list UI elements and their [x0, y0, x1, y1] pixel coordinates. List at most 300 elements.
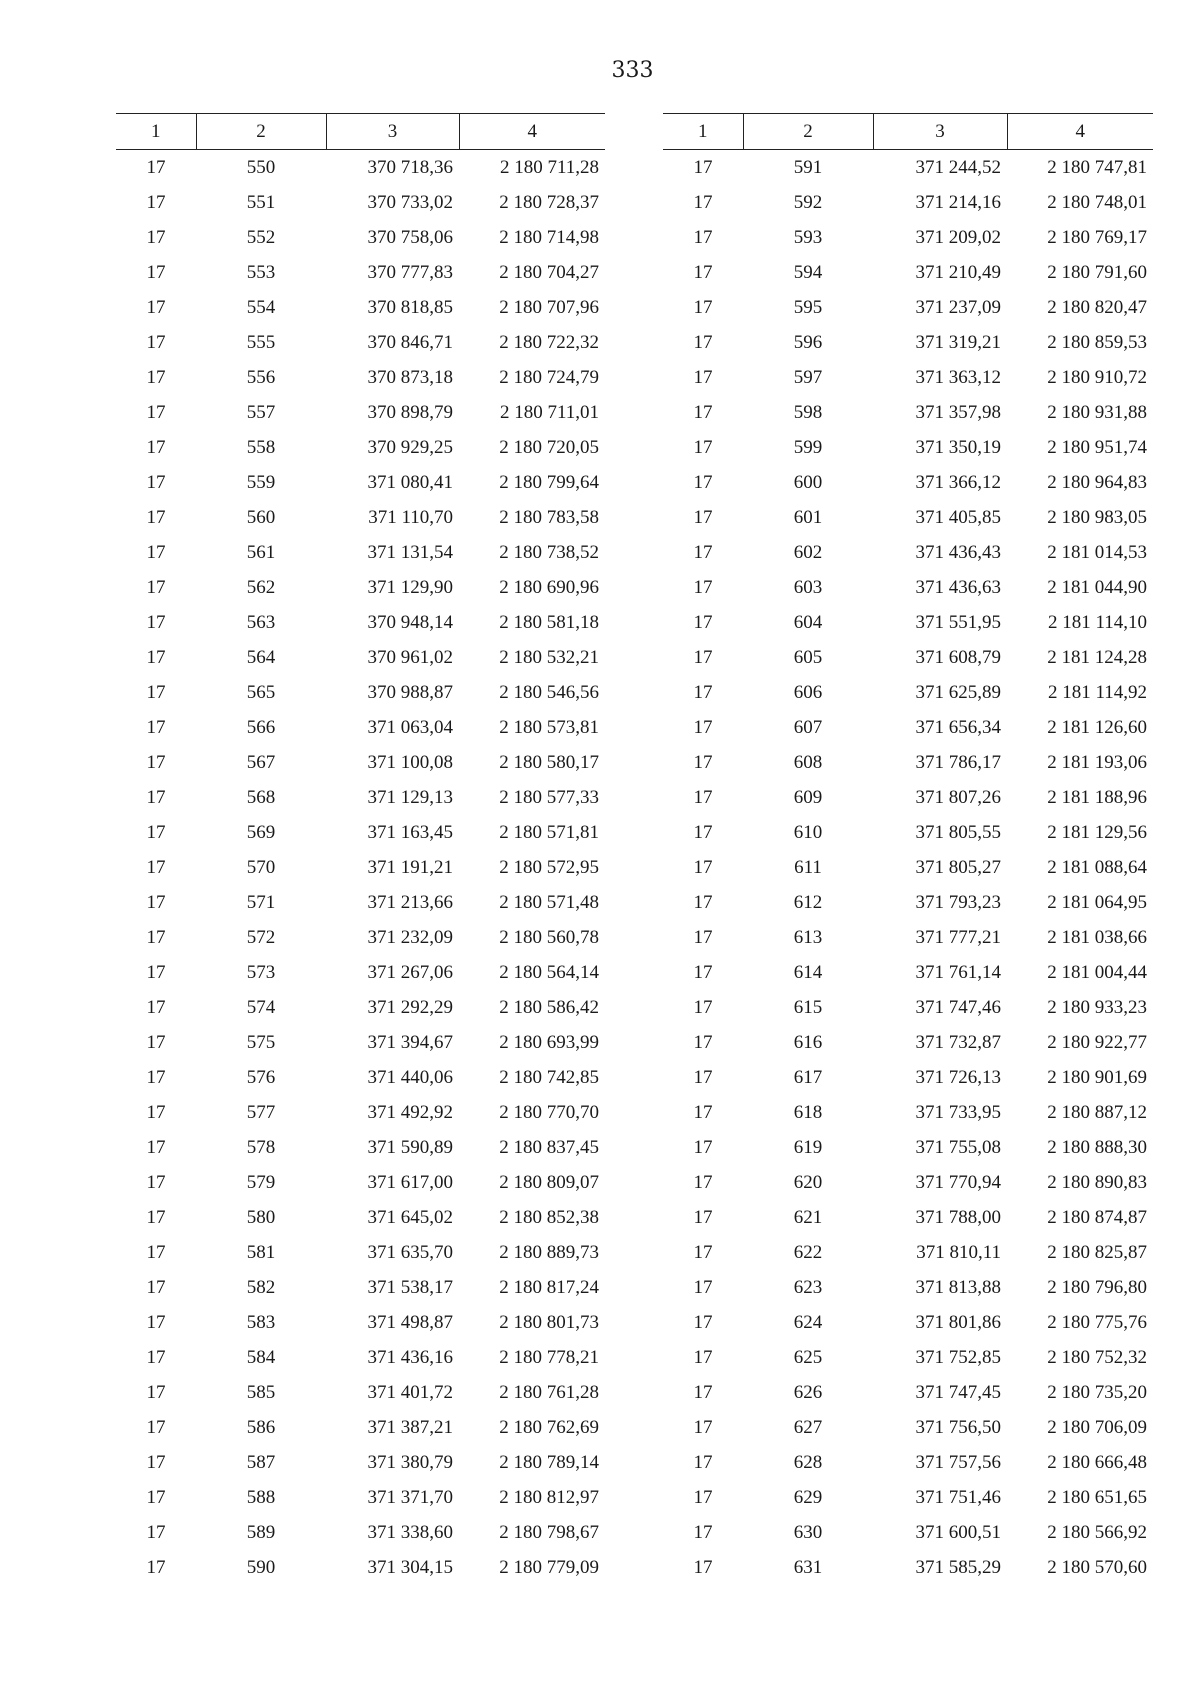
cell-district: 17: [693, 156, 713, 178]
cell-district: 17: [693, 821, 713, 843]
cell-x-coordinate: 371 756,50: [915, 1416, 1001, 1438]
table-row: [663, 885, 1153, 920]
cell-point-number: 580: [246, 1206, 276, 1228]
cell-y-coordinate: 2 180 799,64: [499, 471, 599, 493]
cell-x-coordinate: 371 387,21: [367, 1416, 453, 1438]
cell-district: 17: [146, 1136, 166, 1158]
cell-point-number: 625: [793, 1346, 823, 1368]
cell-x-coordinate: 371 131,54: [367, 541, 453, 563]
cell-district: 17: [146, 1486, 166, 1508]
cell-x-coordinate: 371 371,70: [367, 1486, 453, 1508]
table-row: [116, 745, 605, 780]
cell-x-coordinate: 371 210,49: [915, 261, 1001, 283]
cell-point-number: 619: [793, 1136, 823, 1158]
table-row: [116, 1270, 605, 1305]
cell-y-coordinate: 2 180 573,81: [499, 716, 599, 738]
column-header-4: 4: [1007, 114, 1153, 150]
cell-point-number: 571: [246, 891, 276, 913]
table-row: [116, 850, 605, 885]
column-header-4: 4: [459, 114, 605, 150]
cell-x-coordinate: 371 440,06: [367, 1066, 453, 1088]
column-header-2: 2: [743, 114, 873, 150]
table-row: [116, 255, 605, 290]
cell-point-number: 573: [246, 961, 276, 983]
table-row: [116, 1375, 605, 1410]
cell-y-coordinate: 2 180 546,56: [499, 681, 599, 703]
table-row: [116, 1305, 605, 1340]
cell-point-number: 577: [246, 1101, 276, 1123]
cell-x-coordinate: 371 063,04: [367, 716, 453, 738]
cell-x-coordinate: 370 718,36: [367, 156, 453, 178]
cell-x-coordinate: 371 492,92: [367, 1101, 453, 1123]
cell-y-coordinate: 2 180 798,67: [499, 1521, 599, 1543]
cell-y-coordinate: 2 180 564,14: [499, 961, 599, 983]
table-row: [663, 1410, 1153, 1445]
cell-point-number: 615: [793, 996, 823, 1018]
cell-district: 17: [146, 751, 166, 773]
cell-x-coordinate: 371 786,17: [915, 751, 1001, 773]
cell-district: 17: [146, 296, 166, 318]
cell-district: 17: [693, 296, 713, 318]
cell-point-number: 628: [793, 1451, 823, 1473]
cell-y-coordinate: 2 180 707,96: [499, 296, 599, 318]
cell-y-coordinate: 2 180 560,78: [499, 926, 599, 948]
cell-x-coordinate: 371 394,67: [367, 1031, 453, 1053]
cell-point-number: 588: [246, 1486, 276, 1508]
cell-x-coordinate: 370 948,14: [367, 611, 453, 633]
cell-point-number: 605: [793, 646, 823, 668]
cell-point-number: 578: [246, 1136, 276, 1158]
cell-x-coordinate: 371 747,45: [915, 1381, 1001, 1403]
cell-point-number: 599: [793, 436, 823, 458]
cell-point-number: 598: [793, 401, 823, 423]
table-row: [116, 1095, 605, 1130]
cell-district: 17: [693, 751, 713, 773]
cell-district: 17: [146, 611, 166, 633]
table-header-row: [663, 114, 1153, 150]
cell-y-coordinate: 2 180 770,70: [499, 1101, 599, 1123]
cell-x-coordinate: 371 807,26: [915, 786, 1001, 808]
table-row: [663, 1025, 1153, 1060]
table-row: [116, 325, 605, 360]
cell-point-number: 579: [246, 1171, 276, 1193]
cell-x-coordinate: 371 635,70: [367, 1241, 453, 1263]
cell-x-coordinate: 371 232,09: [367, 926, 453, 948]
cell-district: 17: [693, 611, 713, 633]
cell-district: 17: [693, 996, 713, 1018]
cell-point-number: 608: [793, 751, 823, 773]
cell-x-coordinate: 371 350,19: [915, 436, 1001, 458]
cell-point-number: 559: [246, 471, 276, 493]
cell-y-coordinate: 2 181 126,60: [1047, 716, 1147, 738]
table-row: [116, 465, 605, 500]
table-row: [663, 1480, 1153, 1515]
cell-x-coordinate: 371 237,09: [915, 296, 1001, 318]
cell-point-number: 590: [246, 1556, 276, 1578]
cell-district: 17: [146, 1416, 166, 1438]
cell-district: 17: [693, 1346, 713, 1368]
cell-district: 17: [146, 436, 166, 458]
table-row: [116, 1445, 605, 1480]
cell-x-coordinate: 371 590,89: [367, 1136, 453, 1158]
cell-x-coordinate: 371 366,12: [915, 471, 1001, 493]
cell-x-coordinate: 370 988,87: [367, 681, 453, 703]
cell-y-coordinate: 2 180 783,58: [499, 506, 599, 528]
cell-x-coordinate: 371 304,15: [367, 1556, 453, 1578]
table-row: [116, 605, 605, 640]
cell-point-number: 562: [246, 576, 276, 598]
cell-point-number: 614: [793, 961, 823, 983]
cell-district: 17: [146, 191, 166, 213]
cell-district: 17: [146, 1031, 166, 1053]
cell-x-coordinate: 371 617,00: [367, 1171, 453, 1193]
cell-y-coordinate: 2 180 825,87: [1047, 1241, 1147, 1263]
cell-x-coordinate: 371 810,11: [916, 1241, 1001, 1263]
cell-district: 17: [693, 366, 713, 388]
cell-district: 17: [146, 156, 166, 178]
cell-point-number: 600: [793, 471, 823, 493]
column-header-3: 3: [326, 114, 459, 150]
table-row: [663, 1375, 1153, 1410]
cell-y-coordinate: 2 180 859,53: [1047, 331, 1147, 353]
table-row: [663, 1060, 1153, 1095]
cell-district: 17: [693, 716, 713, 738]
cell-district: 17: [693, 1206, 713, 1228]
column-header-1: 1: [116, 114, 196, 150]
cell-point-number: 597: [793, 366, 823, 388]
cell-x-coordinate: 371 129,13: [367, 786, 453, 808]
table-row: [663, 1095, 1153, 1130]
cell-point-number: 582: [246, 1276, 276, 1298]
cell-point-number: 581: [246, 1241, 276, 1263]
cell-y-coordinate: 2 180 714,98: [499, 226, 599, 248]
cell-y-coordinate: 2 181 038,66: [1047, 926, 1147, 948]
cell-y-coordinate: 2 181 114,10: [1047, 611, 1147, 633]
cell-y-coordinate: 2 180 889,73: [499, 1241, 599, 1263]
cell-district: 17: [146, 646, 166, 668]
table-row: [663, 1200, 1153, 1235]
cell-point-number: 572: [246, 926, 276, 948]
cell-point-number: 612: [793, 891, 823, 913]
table-row: [663, 710, 1153, 745]
cell-x-coordinate: 370 777,83: [367, 261, 453, 283]
cell-district: 17: [693, 261, 713, 283]
cell-x-coordinate: 371 793,23: [915, 891, 1001, 913]
cell-y-coordinate: 2 180 874,87: [1047, 1206, 1147, 1228]
cell-district: 17: [146, 786, 166, 808]
cell-district: 17: [146, 1276, 166, 1298]
cell-district: 17: [693, 471, 713, 493]
cell-district: 17: [693, 891, 713, 913]
cell-y-coordinate: 2 180 812,97: [499, 1486, 599, 1508]
cell-x-coordinate: 371 752,85: [915, 1346, 1001, 1368]
cell-x-coordinate: 371 436,16: [367, 1346, 453, 1368]
cell-district: 17: [146, 856, 166, 878]
cell-district: 17: [693, 681, 713, 703]
cell-district: 17: [693, 1521, 713, 1543]
cell-district: 17: [693, 331, 713, 353]
cell-district: 17: [693, 1136, 713, 1158]
cell-y-coordinate: 2 180 890,83: [1047, 1171, 1147, 1193]
table-row: [663, 185, 1153, 220]
cell-x-coordinate: 371 777,21: [915, 926, 1001, 948]
cell-point-number: 558: [246, 436, 276, 458]
table-row: [116, 920, 605, 955]
cell-point-number: 566: [246, 716, 276, 738]
cell-point-number: 574: [246, 996, 276, 1018]
table-row: [116, 1200, 605, 1235]
cell-y-coordinate: 2 180 769,17: [1047, 226, 1147, 248]
cell-x-coordinate: 371 585,29: [915, 1556, 1001, 1578]
cell-x-coordinate: 371 401,72: [367, 1381, 453, 1403]
cell-y-coordinate: 2 181 114,92: [1047, 681, 1147, 703]
table-row: [663, 1305, 1153, 1340]
table-row: [663, 815, 1153, 850]
cell-district: 17: [693, 541, 713, 563]
table-row: [116, 1060, 605, 1095]
cell-point-number: 568: [246, 786, 276, 808]
table-row: [116, 535, 605, 570]
table-row: [116, 815, 605, 850]
cell-point-number: 607: [793, 716, 823, 738]
cell-district: 17: [146, 681, 166, 703]
cell-point-number: 617: [793, 1066, 823, 1088]
cell-x-coordinate: 371 751,46: [915, 1486, 1001, 1508]
cell-y-coordinate: 2 181 064,95: [1047, 891, 1147, 913]
cell-x-coordinate: 371 788,00: [915, 1206, 1001, 1228]
table-row: [663, 920, 1153, 955]
cell-y-coordinate: 2 180 933,23: [1047, 996, 1147, 1018]
cell-x-coordinate: 371 110,70: [368, 506, 453, 528]
cell-x-coordinate: 371 551,95: [915, 611, 1001, 633]
cell-x-coordinate: 371 380,79: [367, 1451, 453, 1473]
column-header-1: 1: [663, 114, 743, 150]
cell-district: 17: [146, 996, 166, 1018]
cell-point-number: 551: [246, 191, 276, 213]
cell-x-coordinate: 371 436,43: [915, 541, 1001, 563]
cell-x-coordinate: 371 163,45: [367, 821, 453, 843]
table-row: [663, 745, 1153, 780]
table-row: [663, 465, 1153, 500]
cell-point-number: 631: [793, 1556, 823, 1578]
cell-point-number: 618: [793, 1101, 823, 1123]
cell-y-coordinate: 2 180 704,27: [499, 261, 599, 283]
cell-district: 17: [146, 506, 166, 528]
cell-district: 17: [693, 1241, 713, 1263]
table-row: [116, 395, 605, 430]
cell-x-coordinate: 370 929,25: [367, 436, 453, 458]
cell-district: 17: [693, 401, 713, 423]
cell-point-number: 591: [793, 156, 823, 178]
cell-y-coordinate: 2 180 724,79: [499, 366, 599, 388]
cell-district: 17: [693, 1276, 713, 1298]
cell-point-number: 563: [246, 611, 276, 633]
cell-district: 17: [693, 226, 713, 248]
table-row: [663, 395, 1153, 430]
cell-x-coordinate: 371 726,13: [915, 1066, 1001, 1088]
cell-district: 17: [146, 261, 166, 283]
cell-district: 17: [146, 1066, 166, 1088]
table-row: [116, 1480, 605, 1515]
cell-x-coordinate: 371 129,90: [367, 576, 453, 598]
cell-point-number: 570: [246, 856, 276, 878]
table-row: [663, 1165, 1153, 1200]
cell-y-coordinate: 2 181 193,06: [1047, 751, 1147, 773]
cell-x-coordinate: 370 961,02: [367, 646, 453, 668]
cell-point-number: 621: [793, 1206, 823, 1228]
cell-x-coordinate: 371 733,95: [915, 1101, 1001, 1123]
table-row: [116, 990, 605, 1025]
cell-district: 17: [146, 1311, 166, 1333]
cell-point-number: 583: [246, 1311, 276, 1333]
cell-district: 17: [146, 331, 166, 353]
cell-district: 17: [693, 1066, 713, 1088]
cell-y-coordinate: 2 180 951,74: [1047, 436, 1147, 458]
cell-y-coordinate: 2 180 817,24: [499, 1276, 599, 1298]
cell-point-number: 585: [246, 1381, 276, 1403]
cell-x-coordinate: 371 805,27: [915, 856, 1001, 878]
cell-point-number: 623: [793, 1276, 823, 1298]
cell-x-coordinate: 370 846,71: [367, 331, 453, 353]
cell-y-coordinate: 2 180 580,17: [499, 751, 599, 773]
cell-point-number: 589: [246, 1521, 276, 1543]
cell-district: 17: [693, 961, 713, 983]
table-row: [116, 220, 605, 255]
cell-district: 17: [693, 926, 713, 948]
cell-y-coordinate: 2 180 586,42: [499, 996, 599, 1018]
cell-y-coordinate: 2 180 728,37: [499, 191, 599, 213]
table-row: [116, 1410, 605, 1445]
cell-district: 17: [693, 1556, 713, 1578]
cell-y-coordinate: 2 180 566,92: [1047, 1521, 1147, 1543]
cell-y-coordinate: 2 180 720,05: [499, 436, 599, 458]
cell-x-coordinate: 371 608,79: [915, 646, 1001, 668]
cell-x-coordinate: 371 801,86: [915, 1311, 1001, 1333]
cell-y-coordinate: 2 180 888,30: [1047, 1136, 1147, 1158]
cell-x-coordinate: 371 645,02: [367, 1206, 453, 1228]
cell-district: 17: [146, 226, 166, 248]
cell-y-coordinate: 2 180 761,28: [499, 1381, 599, 1403]
cell-district: 17: [146, 961, 166, 983]
cell-point-number: 594: [793, 261, 823, 283]
table-row: [663, 290, 1153, 325]
table-row: [663, 325, 1153, 360]
cell-point-number: 569: [246, 821, 276, 843]
page-number: 333: [611, 58, 654, 83]
cell-district: 17: [146, 366, 166, 388]
cell-y-coordinate: 2 180 796,80: [1047, 1276, 1147, 1298]
table-row: [116, 885, 605, 920]
cell-y-coordinate: 2 180 820,47: [1047, 296, 1147, 318]
cell-point-number: 555: [246, 331, 276, 353]
cell-district: 17: [146, 1556, 166, 1578]
table-row: [663, 1270, 1153, 1305]
cell-y-coordinate: 2 180 747,81: [1047, 156, 1147, 178]
table-row: [663, 780, 1153, 815]
table-row: [116, 640, 605, 675]
cell-district: 17: [146, 1101, 166, 1123]
table-row: [663, 1515, 1153, 1550]
table-row: [663, 150, 1153, 186]
cell-district: 17: [146, 1451, 166, 1473]
table-row: [116, 1515, 605, 1550]
cell-district: 17: [146, 401, 166, 423]
cell-y-coordinate: 2 180 983,05: [1047, 506, 1147, 528]
cell-point-number: 629: [793, 1486, 823, 1508]
table-row: [663, 1445, 1153, 1480]
cell-point-number: 601: [793, 506, 823, 528]
cell-y-coordinate: 2 180 735,20: [1047, 1381, 1147, 1403]
cell-y-coordinate: 2 180 922,77: [1047, 1031, 1147, 1053]
table-row: [663, 990, 1153, 1025]
cell-x-coordinate: 371 625,89: [915, 681, 1001, 703]
cell-y-coordinate: 2 180 690,96: [499, 576, 599, 598]
cell-y-coordinate: 2 181 044,90: [1047, 576, 1147, 598]
cell-x-coordinate: 371 755,08: [915, 1136, 1001, 1158]
table-row: [663, 605, 1153, 640]
cell-point-number: 627: [793, 1416, 823, 1438]
cell-point-number: 586: [246, 1416, 276, 1438]
cell-y-coordinate: 2 180 778,21: [499, 1346, 599, 1368]
cell-point-number: 576: [246, 1066, 276, 1088]
cell-point-number: 596: [793, 331, 823, 353]
cell-point-number: 610: [793, 821, 823, 843]
table-row: [663, 255, 1153, 290]
table-header-row: [116, 114, 605, 150]
cell-point-number: 616: [793, 1031, 823, 1053]
table-row: [116, 955, 605, 990]
cell-district: 17: [693, 191, 713, 213]
cell-point-number: 606: [793, 681, 823, 703]
cell-point-number: 592: [793, 191, 823, 213]
cell-y-coordinate: 2 180 887,12: [1047, 1101, 1147, 1123]
table-row: [116, 1025, 605, 1060]
cell-district: 17: [146, 1206, 166, 1228]
cell-y-coordinate: 2 180 775,76: [1047, 1311, 1147, 1333]
cell-x-coordinate: 371 747,46: [915, 996, 1001, 1018]
cell-district: 17: [146, 821, 166, 843]
cell-district: 17: [693, 1451, 713, 1473]
cell-y-coordinate: 2 180 779,09: [499, 1556, 599, 1578]
table-row: [663, 1235, 1153, 1270]
cell-y-coordinate: 2 181 014,53: [1047, 541, 1147, 563]
table-row: [663, 360, 1153, 395]
cell-x-coordinate: 370 758,06: [367, 226, 453, 248]
cell-district: 17: [693, 856, 713, 878]
cell-district: 17: [146, 716, 166, 738]
cell-district: 17: [146, 1381, 166, 1403]
cell-x-coordinate: 371 319,21: [915, 331, 1001, 353]
cell-y-coordinate: 2 181 188,96: [1047, 786, 1147, 808]
table-row: [663, 675, 1153, 710]
cell-point-number: 604: [793, 611, 823, 633]
cell-y-coordinate: 2 180 711,28: [499, 156, 599, 178]
cell-district: 17: [146, 1171, 166, 1193]
cell-district: 17: [693, 646, 713, 668]
table-row: [116, 290, 605, 325]
cell-x-coordinate: 370 733,02: [367, 191, 453, 213]
cell-point-number: 560: [246, 506, 276, 528]
cell-y-coordinate: 2 180 651,65: [1047, 1486, 1147, 1508]
table-row: [116, 1130, 605, 1165]
cell-x-coordinate: 371 761,14: [915, 961, 1001, 983]
table-row: [116, 710, 605, 745]
cell-y-coordinate: 2 180 901,69: [1047, 1066, 1147, 1088]
cell-x-coordinate: 371 244,52: [915, 156, 1001, 178]
cell-x-coordinate: 371 656,34: [915, 716, 1001, 738]
table-row: [663, 955, 1153, 990]
cell-point-number: 584: [246, 1346, 276, 1368]
